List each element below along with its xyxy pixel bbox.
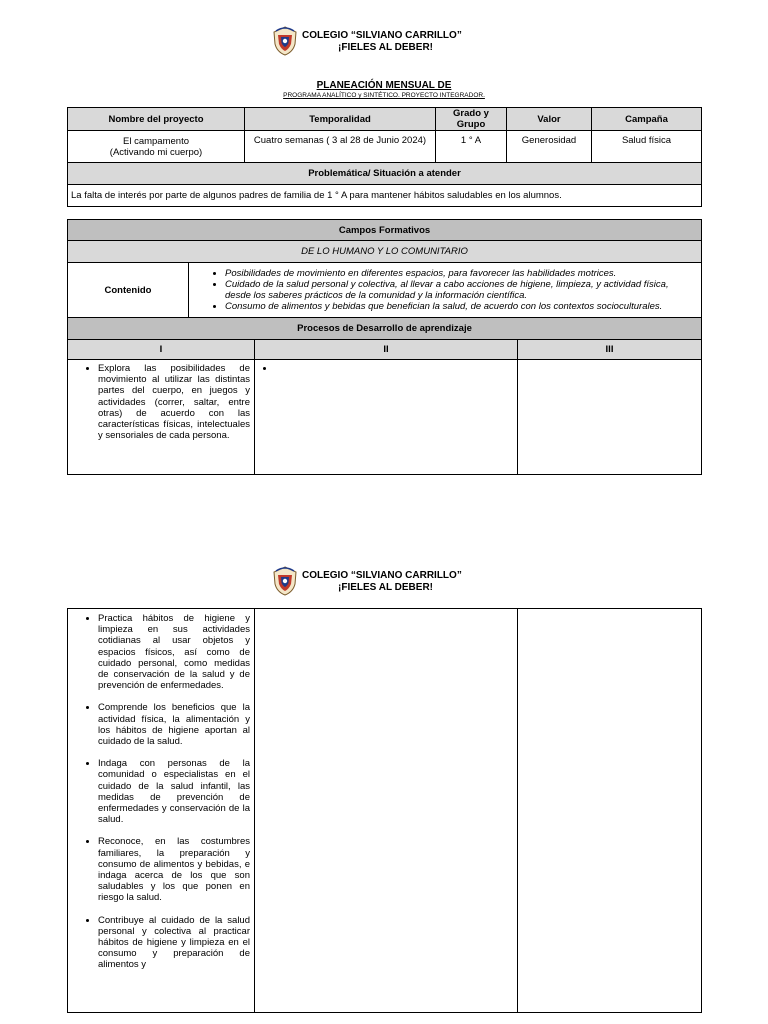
processes-columns-row <box>68 340 702 360</box>
project-subtitle: (Activando mi cuerpo) <box>109 146 203 158</box>
processes-row <box>68 360 702 475</box>
content-item: • Posibilidades de movimiento en diferentes espacios, para favorecer las habilidades motrices. <box>225 268 697 279</box>
header-grade: Grado y Grupo <box>436 108 507 131</box>
column-header-iii: III <box>518 340 702 360</box>
processes-header-row <box>68 318 702 340</box>
project-header-row <box>68 108 702 131</box>
problem-header-row <box>68 163 702 185</box>
process-item: • Explora las posibilidades de movimiento al utilizar las distintas partes del cuerpo, en juegos y actividades (correr, saltar, entre otras) de acuerdo con las características físicas, intelectuales y sensoriales de cada persona. <box>98 363 250 441</box>
project-data-row <box>68 131 702 163</box>
process-list-i <box>68 363 250 441</box>
column-header-i: I <box>68 340 255 360</box>
header-value: Valor <box>507 108 592 131</box>
processes-continuation-table <box>67 608 702 1013</box>
school-name: COLEGIO “SILVIANO CARRILLO” <box>302 570 462 581</box>
school-motto: ¡FIELES AL DEBER! <box>338 42 434 53</box>
process-col-ii-cont <box>255 609 518 1013</box>
process-col-ii <box>255 360 518 475</box>
plan-title-block <box>0 80 768 99</box>
processes-continuation-row <box>68 609 702 1013</box>
process-item: • Practica hábitos de higiene y limpieza en sus actividades cotidianas al usar objetos y espacios físicos, así como de cuidado personal, como medidas de conservación de la salud y de prevención de enfermedades. <box>98 613 250 691</box>
value-value: Generosidad <box>507 131 592 163</box>
campos-header: Campos Formativos <box>68 220 702 241</box>
project-name-cell <box>68 131 245 163</box>
content-list <box>189 268 697 313</box>
process-item: • Contribuye al cuidado de la salud personal y colectiva al practicar hábitos de higiene y limpieza en el consumo y preparación de alimentos y <box>98 915 250 971</box>
problem-text: La falta de interés por parte de algunos padres de familia de 1 ° A para mantener hábitos saludables en los alumnos. <box>68 185 702 207</box>
campos-table <box>67 219 702 475</box>
content-row <box>68 263 702 318</box>
problem-header: Problemática/ Situación a atender <box>68 163 702 185</box>
plan-subtitle: PROGRAMA ANALÍTICO y SINTÉTICO. PROYECTO INTEGRADOR. <box>283 92 485 99</box>
temporality-value: Cuatro semanas ( 3 al 28 de Junio 2024) <box>245 131 436 163</box>
header-temporality: Temporalidad <box>245 108 436 131</box>
school-motto: ¡FIELES AL DEBER! <box>338 582 434 593</box>
campaign-value: Salud física <box>592 131 702 163</box>
project-table <box>67 107 702 207</box>
process-list-ii <box>255 363 513 374</box>
campos-header-row <box>68 220 702 241</box>
process-item-empty <box>275 363 513 374</box>
school-header-2 <box>0 566 768 606</box>
process-col-iii <box>518 360 702 475</box>
processes-header: Procesos de Desarrollo de aprendizaje <box>68 318 702 340</box>
process-col-iii-cont <box>518 609 702 1013</box>
field-row <box>68 241 702 263</box>
process-list-i-cont <box>68 613 250 971</box>
plan-title: PLANEACIÓN MENSUAL DE <box>316 80 452 91</box>
process-col-i <box>68 360 255 475</box>
content-item: • Cuidado de la salud personal y colectiva, al llevar a cabo acciones de higiene, limpieza, y actividad física, desde los saberes prácticos de la comunidad y la información científica. <box>225 279 697 301</box>
formative-field: DE LO HUMANO Y LO COMUNITARIO <box>68 241 702 263</box>
header-campaign: Campaña <box>592 108 702 131</box>
problem-row <box>68 185 702 207</box>
content-cell <box>189 263 702 318</box>
school-header-1 <box>0 26 768 66</box>
process-col-i-cont <box>68 609 255 1013</box>
school-crest-icon <box>272 26 298 56</box>
content-item: • Consumo de alimentos y bebidas que benefician la salud, de acuerdo con los contextos socioculturales. <box>225 301 697 312</box>
grade-value: 1 ° A <box>436 131 507 163</box>
content-label: Contenido <box>68 263 189 318</box>
process-item: • Comprende los beneficios que la actividad física, la alimentación y los hábitos de higiene aportan al cuidado de la salud. <box>98 702 250 747</box>
column-header-ii: II <box>255 340 518 360</box>
header-project-name: Nombre del proyecto <box>68 108 245 131</box>
process-item: • Indaga con personas de la comunidad o especialistas en el cuidado de la salud infantil, las medidas de prevención de enfermedades y conservación de la salud. <box>98 758 250 825</box>
school-name: COLEGIO “SILVIANO CARRILLO” <box>302 30 462 41</box>
project-name: El campamento <box>122 135 189 147</box>
process-item: • Reconoce, en las costumbres familiares, la preparación y consumo de alimentos y bebidas, e indaga acerca de los que son saludables y los que ponen en riesgo la salud. <box>98 836 250 903</box>
school-crest-icon <box>272 566 298 596</box>
